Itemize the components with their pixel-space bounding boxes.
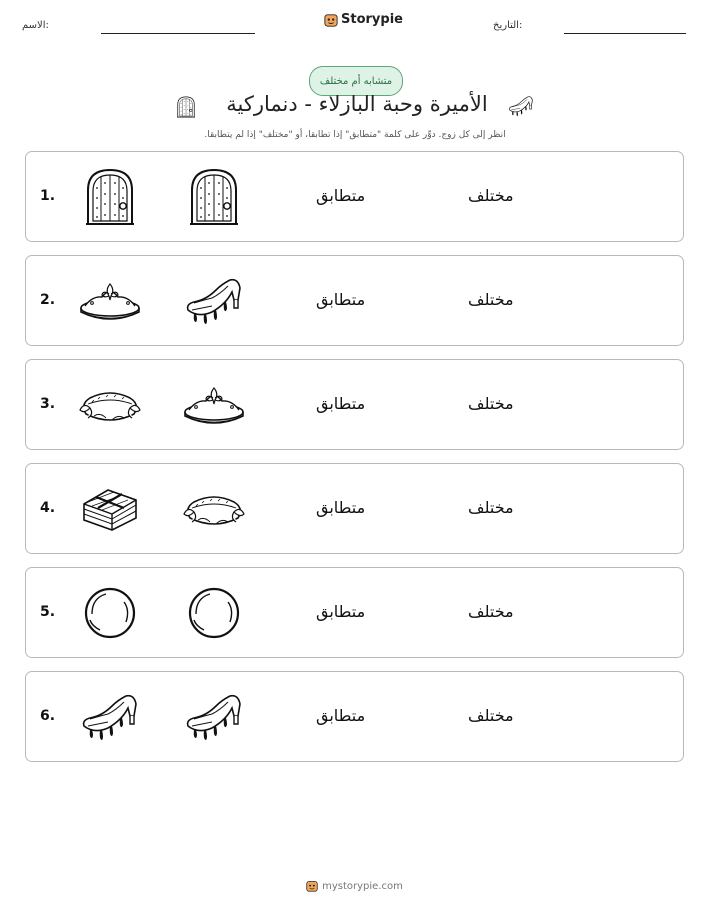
row-number: 5. <box>40 604 56 620</box>
row-number: 2. <box>40 292 56 308</box>
pea-icon <box>78 582 142 644</box>
glass-slipper-icon <box>182 686 246 748</box>
title-row <box>0 92 709 128</box>
row-number: 4. <box>40 500 56 516</box>
door-icon <box>174 92 198 122</box>
option-same[interactable]: متطابق <box>316 394 366 413</box>
option-different[interactable]: مختلف <box>468 394 514 413</box>
date-line[interactable] <box>564 33 686 34</box>
brand <box>324 12 403 27</box>
option-different[interactable]: مختلف <box>468 290 514 309</box>
option-same[interactable]: متطابق <box>316 186 366 205</box>
option-different[interactable]: مختلف <box>468 706 514 725</box>
footer-url[interactable]: mystorypie.com <box>322 880 403 892</box>
crown-icon <box>182 374 246 436</box>
exercise-row-3 <box>25 359 684 450</box>
crown-icon <box>78 270 142 332</box>
storypie-logo-icon <box>306 880 318 892</box>
date-label: التاريخ: <box>493 20 523 31</box>
door-icon <box>182 166 246 228</box>
door-icon <box>78 166 142 228</box>
exercise-row-6 <box>25 671 684 762</box>
cushion-icon <box>78 374 142 436</box>
footer <box>0 880 709 892</box>
glass-slipper-icon <box>182 270 246 332</box>
worksheet-type-badge: متشابه أم مختلف <box>309 66 403 96</box>
exercise-row-2 <box>25 255 684 346</box>
mattress-stack-icon <box>78 478 142 540</box>
pea-icon <box>182 582 246 644</box>
option-different[interactable]: مختلف <box>468 498 514 517</box>
glass-slipper-icon <box>507 92 535 120</box>
option-same[interactable]: متطابق <box>316 706 366 725</box>
option-different[interactable]: مختلف <box>468 602 514 621</box>
row-number: 3. <box>40 396 56 412</box>
page-title: الأميرة وحبة البازلاء - دنماركية <box>226 92 488 116</box>
name-label: الاسم: <box>22 20 49 31</box>
option-same[interactable]: متطابق <box>316 602 366 621</box>
instructions: انظر إلى كل زوج. دوِّر على كلمة "متطابق" إذا تطابقا، أو "مختلف" إذا لم يتطابقا. <box>204 130 506 140</box>
glass-slipper-icon <box>78 686 142 748</box>
brand-name: Storypie <box>341 12 403 27</box>
exercise-row-1 <box>25 151 684 242</box>
option-same[interactable]: متطابق <box>316 498 366 517</box>
name-line[interactable] <box>101 33 255 34</box>
cushion-icon <box>182 478 246 540</box>
option-same[interactable]: متطابق <box>316 290 366 309</box>
exercise-row-4 <box>25 463 684 554</box>
row-number: 6. <box>40 708 56 724</box>
option-different[interactable]: مختلف <box>468 186 514 205</box>
row-number: 1. <box>40 188 56 204</box>
exercise-row-5 <box>25 567 684 658</box>
storypie-logo-icon <box>324 13 338 27</box>
